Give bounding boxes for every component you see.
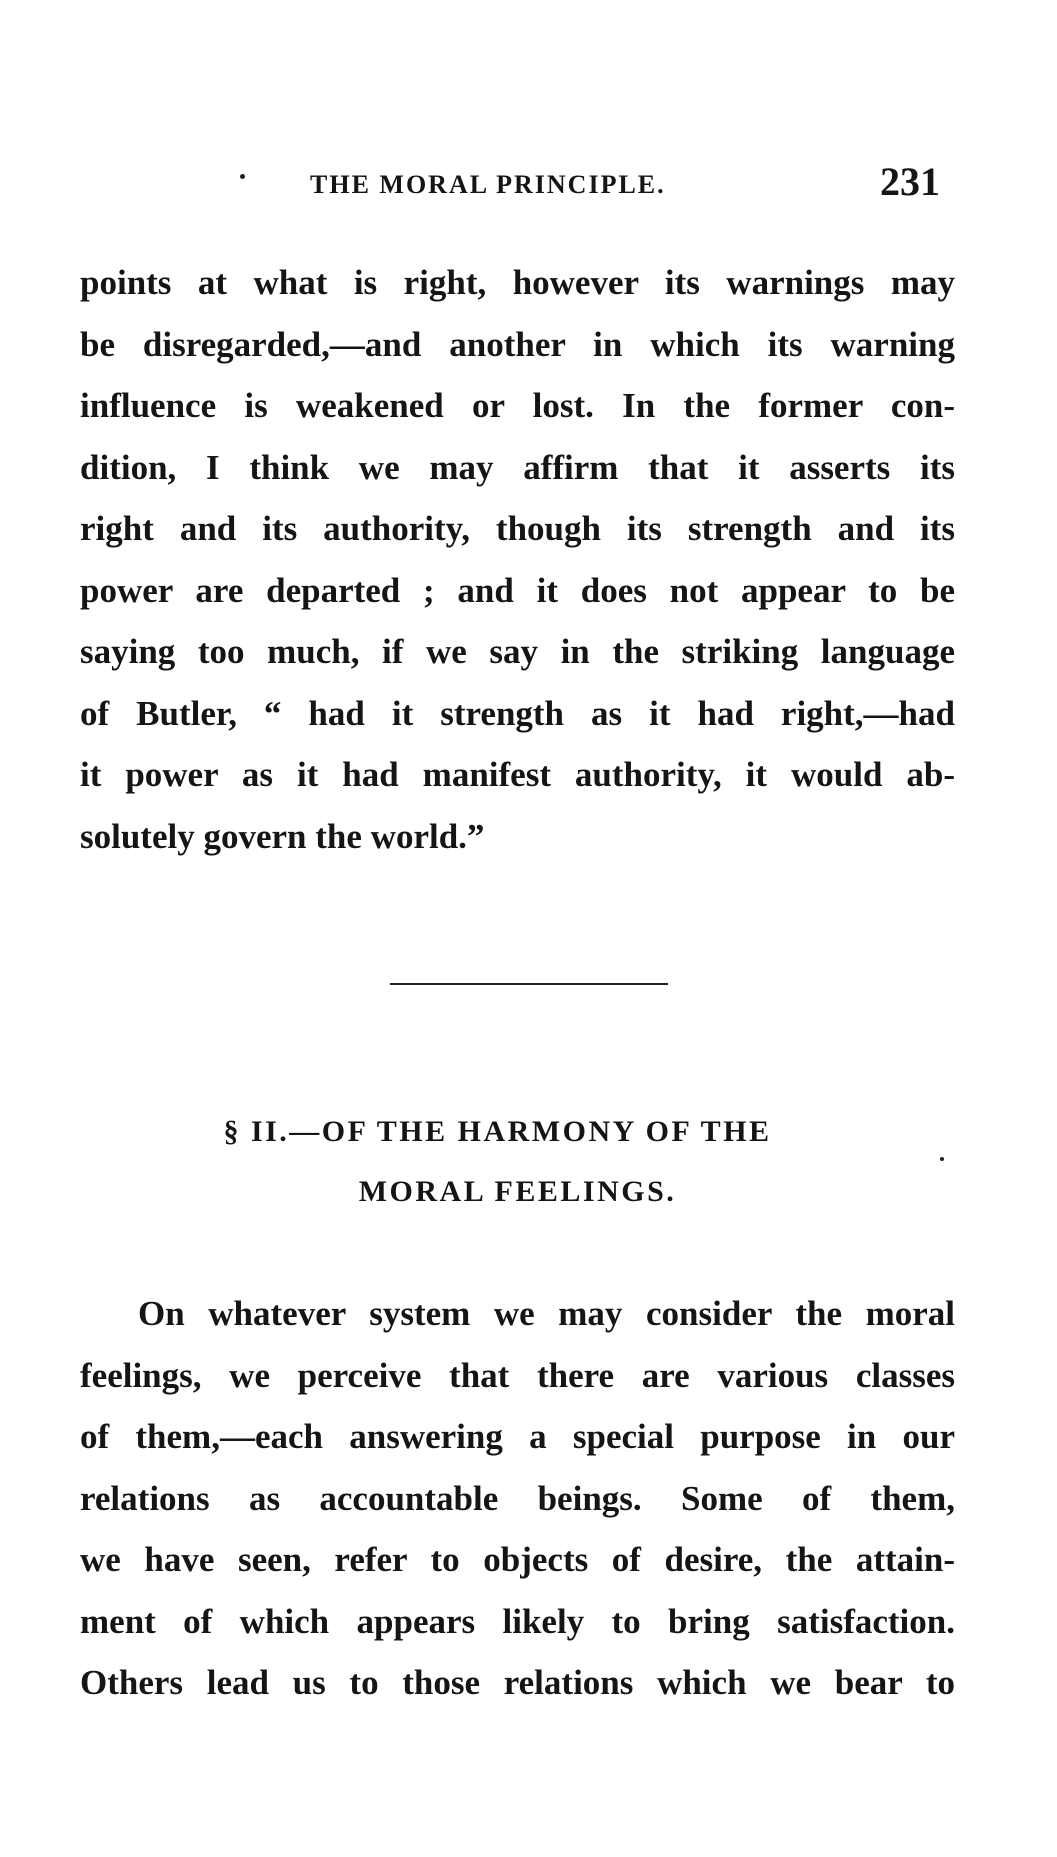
section-heading (80, 1102, 955, 1222)
page-number: 231 (880, 159, 940, 204)
text-line: we have seen, refer to objects of desire, the attain- (80, 1540, 955, 1579)
text-line: it power as it had manifest authority, it would ab- (80, 755, 955, 794)
running-title: THE MORAL PRINCIPLE. (310, 170, 666, 199)
section-heading-line: § II.—OF THE HARMONY OF THE (223, 1115, 772, 1148)
text-line: power are departed ; and it does not appear to be (80, 570, 955, 610)
section-divider (390, 983, 668, 985)
text-line: be disregarded,—and another in which its warning (80, 324, 955, 364)
text-line: right and its authority, though its strength and its (80, 509, 955, 548)
paragraph-continued (80, 252, 955, 867)
text-line: saying too much, if we say in the striking language (80, 632, 955, 671)
text-line: relations as accountable beings. Some of them, (80, 1478, 955, 1518)
printing-speck (240, 174, 245, 179)
paragraph-section-two (80, 1283, 955, 1714)
text-line: solutely govern the world.” (80, 816, 485, 856)
text-line: of them,—each answering a special purpose in our (80, 1417, 955, 1456)
text-line: points at what is right, however its warnings may (80, 263, 955, 302)
section-heading-line: MORAL FEELINGS. (358, 1175, 677, 1208)
text-line: On whatever system we may consider the moral (138, 1294, 955, 1333)
text-line: of Butler, “ had it strength as it had right,—had (80, 693, 955, 733)
text-line: ment of which appears likely to bring satisfaction. (80, 1601, 955, 1641)
text-line: dition, I think we may affirm that it asserts its (80, 447, 955, 487)
text-line: Others lead us to those relations which we bear to (80, 1663, 955, 1702)
text-line: influence is weakened or lost. In the former con- (80, 386, 955, 425)
text-line: feelings, we perceive that there are various classes (80, 1355, 955, 1395)
printing-speck (940, 1157, 944, 1161)
